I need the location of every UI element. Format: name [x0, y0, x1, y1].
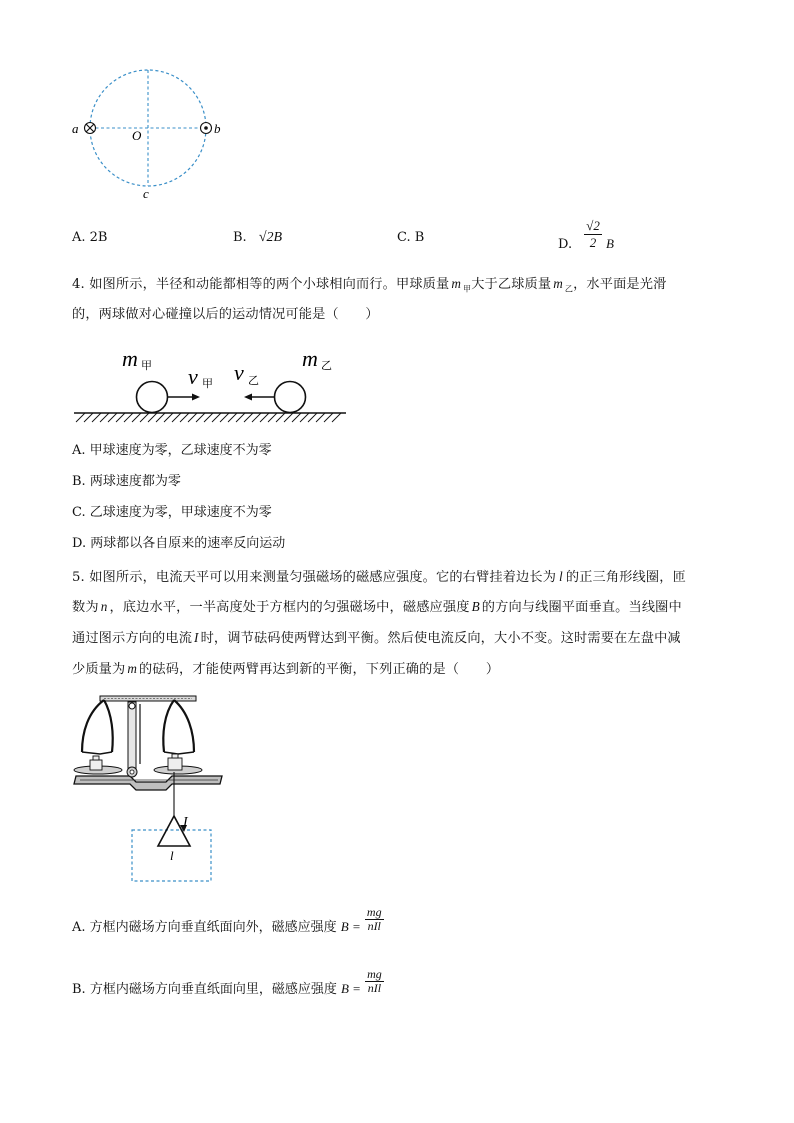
q3-option-c-text: C. B	[397, 230, 425, 245]
q5-stem-line2	[72, 597, 682, 618]
q3-option-a-text: A. 2B	[72, 230, 108, 245]
q5-line3-pre: 通过图示方向的电流	[72, 631, 193, 646]
q5-option-b[interactable]	[72, 968, 384, 1008]
q5-line1-post: 的正三角形线圈，匝	[565, 570, 686, 585]
label-m-right-sub: 乙	[321, 360, 332, 372]
q5-line2-post: 的方向与线圈平面垂直。当线圈中	[481, 600, 682, 615]
q3-option-d-numerator: √2	[586, 218, 600, 233]
left-weight	[90, 756, 102, 770]
q5-stem-line4	[72, 659, 499, 680]
q5-option-a-text: A. 方框内磁场方向垂直纸面向外，磁感应强度	[72, 920, 337, 935]
q3-option-c[interactable]	[397, 228, 424, 248]
q5-option-b-text: B. 方框内磁场方向垂直纸面向里，磁感应强度	[72, 982, 337, 997]
q4-option-b-text: B. 两球速度都为零	[72, 474, 181, 489]
q5-option-b-eq: B =	[340, 981, 361, 996]
q5-line4-m: m	[127, 661, 138, 676]
q5-option-a-eq: B =	[340, 919, 361, 934]
q5-line4-post: 的砝码，才能使两臂再达到新的平衡，下列正确的是（ ）	[139, 662, 500, 677]
q4-option-c-text: C. 乙球速度为零，甲球速度不为零	[72, 505, 272, 520]
q5-line3-i: I	[194, 630, 199, 645]
q5-line1-l: l	[559, 569, 563, 584]
q3-option-d-denominator: 2	[589, 235, 597, 250]
balance-pillar	[128, 702, 136, 772]
label-m-right: m	[302, 346, 318, 371]
q5-line3-post: 时，调节砝码使两臂达到平衡。然后使电流反向，大小不变。这时需要在左盘中减	[200, 631, 681, 646]
q4-line1-pre: 4. 如图所示，半径和动能都相等的两个小球相向而行。甲球质量	[72, 277, 450, 292]
q4-option-c[interactable]	[72, 503, 272, 523]
q4-line1-m2: m	[553, 276, 563, 291]
q4-line1-m1: m	[451, 276, 462, 291]
q5-option-a[interactable]	[72, 906, 384, 946]
label-m-left: m	[122, 346, 138, 371]
circle-figure	[60, 62, 230, 202]
current-balance-figure	[70, 692, 230, 887]
q5-line1-pre: 5. 如图所示，电流天平可以用来测量匀强磁场的磁感应强度。它的右臂挂着边长为	[72, 570, 557, 585]
q3-option-b-math: √2B	[258, 230, 283, 245]
q4-option-b[interactable]	[72, 472, 181, 492]
ball-right	[275, 382, 306, 413]
q4-option-a[interactable]	[72, 441, 272, 461]
q3-option-d[interactable]	[558, 218, 614, 258]
q4-stem-line1	[72, 274, 666, 300]
q4-option-d[interactable]	[72, 534, 285, 554]
label-o: O	[132, 128, 142, 143]
floor-hatching	[76, 413, 341, 422]
q3-option-b-prefix: B.	[233, 230, 247, 245]
q5-option-b-numerator: mg	[367, 967, 382, 981]
q5-line4-pre: 少质量为	[72, 662, 126, 677]
q3-option-d-prefix: D.	[558, 237, 573, 252]
q3-option-d-var: B	[606, 236, 614, 251]
q3-option-a[interactable]	[72, 228, 107, 248]
q5-option-b-fraction	[365, 968, 384, 995]
wire-out-of-page-icon	[201, 123, 212, 134]
q3-option-d-fraction	[584, 218, 602, 251]
q5-line2-mid: ，底边水平，一半高度处于方框内的匀强磁场中，磁感应强度	[109, 600, 470, 615]
q4-stem-line2	[72, 305, 379, 325]
q4-option-a-text: A. 甲球速度为零，乙球速度不为零	[72, 443, 272, 458]
collision-figure	[70, 340, 350, 430]
q3-option-b[interactable]	[233, 228, 282, 248]
label-a: a	[72, 121, 79, 136]
q5-option-b-denominator: nIl	[367, 981, 382, 995]
q5-stem-line1	[72, 567, 686, 588]
label-b: b	[214, 121, 221, 136]
q4-line1-sub2: 乙	[564, 284, 574, 294]
label-m-left-sub: 甲	[141, 360, 152, 372]
arrow-right-icon	[168, 394, 200, 401]
wire-into-page-icon	[85, 123, 96, 134]
q5-stem-line3	[72, 628, 681, 649]
right-hanger	[163, 700, 194, 754]
left-hanger	[82, 700, 113, 754]
label-c: c	[143, 186, 149, 201]
q5-line2-pre: 数为	[72, 600, 99, 615]
balance-base	[74, 776, 222, 790]
label-v-left-sub: 甲	[202, 378, 213, 390]
label-v-right: v	[234, 360, 244, 385]
q4-option-d-text: D. 两球都以各自原来的速率反向运动	[72, 536, 286, 551]
ball-left	[137, 382, 168, 413]
q5-option-a-fraction	[365, 906, 384, 933]
balance-beam	[100, 696, 196, 701]
arrow-left-icon	[244, 394, 274, 401]
label-v-right-sub: 乙	[248, 375, 259, 387]
current-label: I	[183, 815, 188, 830]
q5-line2-n: n	[100, 599, 108, 614]
q4-line1-mid: 大于乙球质量	[471, 277, 552, 292]
label-v-left: v	[188, 364, 198, 389]
q4-line1-sub1: 甲	[463, 284, 472, 294]
right-weight	[168, 754, 182, 770]
q5-line2-b: B	[471, 599, 480, 614]
q4-line1-post: ，水平面是光滑	[573, 277, 667, 292]
q5-option-a-numerator: mg	[366, 905, 382, 919]
q5-option-a-denominator: nIl	[367, 919, 381, 933]
side-label: l	[170, 848, 174, 863]
q4-line2: 的，两球做对心碰撞以后的运动情况可能是（ ）	[72, 307, 379, 322]
